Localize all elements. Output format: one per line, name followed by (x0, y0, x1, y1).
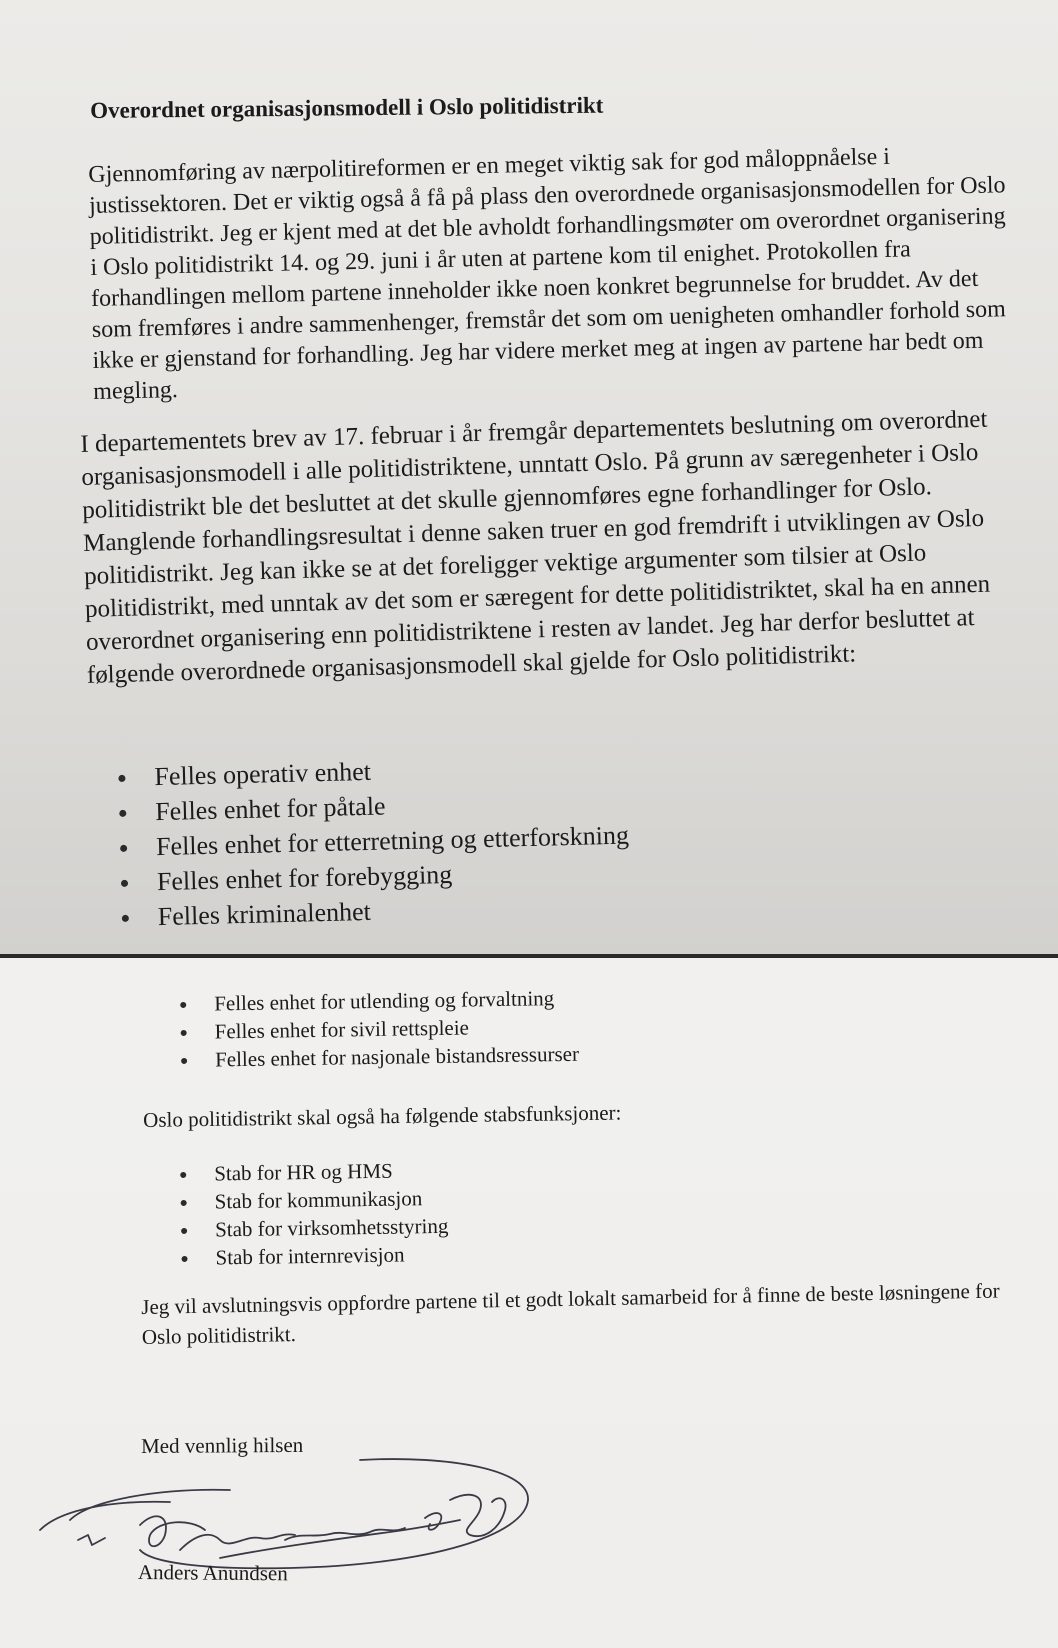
list-item: Felles enhet for påtale (119, 783, 629, 830)
list-item: Felles enhet for utlending og forvaltning (180, 984, 578, 1018)
list-item: Stab for virksomhetsstyring (181, 1212, 449, 1244)
bullet-icon (180, 1002, 186, 1008)
list-item: Felles operativ enhet (118, 748, 628, 795)
staff-list (180, 1156, 449, 1272)
closing-paragraph: Jeg vil avslutningsvis oppfordre partene til et godt lokalt samarbeid for å finne de beste løsningene for Oslo politidistrikt. (141, 1278, 1000, 1349)
bullet-icon (122, 915, 129, 922)
greeting: Med vennlig hilsen (141, 1432, 304, 1458)
list-item: Stab for internrevisjon (181, 1240, 449, 1272)
bullet-icon (181, 1030, 187, 1036)
list-item: Stab for HR og HMS (180, 1156, 448, 1188)
staff-functions-intro: Oslo politidistrikt skal også ha følgende stabsfunksjoner: (143, 1100, 622, 1132)
bullet-icon (180, 1172, 186, 1178)
bullet-icon (181, 1058, 187, 1064)
list-item: Felles enhet for forebygging (121, 853, 631, 900)
bullet-icon (181, 1228, 187, 1234)
list-item: Stab for kommunikasjon (180, 1184, 448, 1216)
signer-name: Anders Anundsen (137, 1560, 288, 1586)
bullet-icon (182, 1256, 188, 1262)
list-item: Felles kriminalenhet (121, 888, 631, 935)
document-title: Overordnet organisasjonsmodell i Oslo politidistrikt (90, 92, 604, 123)
bullet-icon (120, 845, 127, 852)
units-list-page-1 (118, 748, 631, 935)
paragraph-reform: Gjennomføring av nærpolitireformen er en meget viktig sak for god måloppnåelse i justissektoren. Det er viktig også å få på plass den overordnede organisasjonsmodellen for Oslo politidistrikt. Jeg er kjent med at det ble avholdt forhandlingsmøter om overordnet organisering i Oslo politidistrikt 14. og 29. juni i år uten at partene kom til enighet. Protokollen fra forhandlingen mellom partene inneholder ikke noen konkret begrunnelse for bruddet. Av det som fremføres i andre sammenhenger, fremstår det som om uenigheten omhandler forhold som ikke er gjenstand for forhandling. Jeg har videre merket meg at ingen av partene har bedt om megling. (88, 143, 1007, 405)
paragraph-decision: I departementets brev av 17. februar i år fremgår departementets beslutning om overordnet organisasjonsmodell i alle politidistriktene, unntatt Oslo. På grunn av særegenheter i Oslo politidistrikt ble det besluttet at det skulle gjennomføres egne forhandlinger for Oslo. Manglende forhandlingsresultat i denne saken truer en god fremdrift i utviklingen av Oslo politidistrikt. Jeg kan ikke se at det foreligger vektige argumenter som tilsier at Oslo politidistrikt, med unntak av det som er særegent for dette politidistriktet, skal ha en annen overordnet organisering enn politidistriktene i resten av landet. Jeg har derfor besluttet at følgende overordnede organisasjonsmodell skal gjelde for Oslo politidistrikt: (80, 405, 991, 689)
bullet-icon (181, 1200, 187, 1206)
list-item: Felles enhet for etterretning og etterforskning (120, 818, 630, 865)
list-item: Felles enhet for sivil rettspleie (180, 1012, 578, 1046)
bullet-icon (119, 810, 126, 817)
units-list-page-2 (180, 984, 579, 1074)
bullet-icon (118, 775, 125, 782)
list-item: Felles enhet for nasjonale bistandsressurser (181, 1040, 579, 1074)
bullet-icon (121, 880, 128, 887)
handwritten-signature (30, 1440, 550, 1580)
